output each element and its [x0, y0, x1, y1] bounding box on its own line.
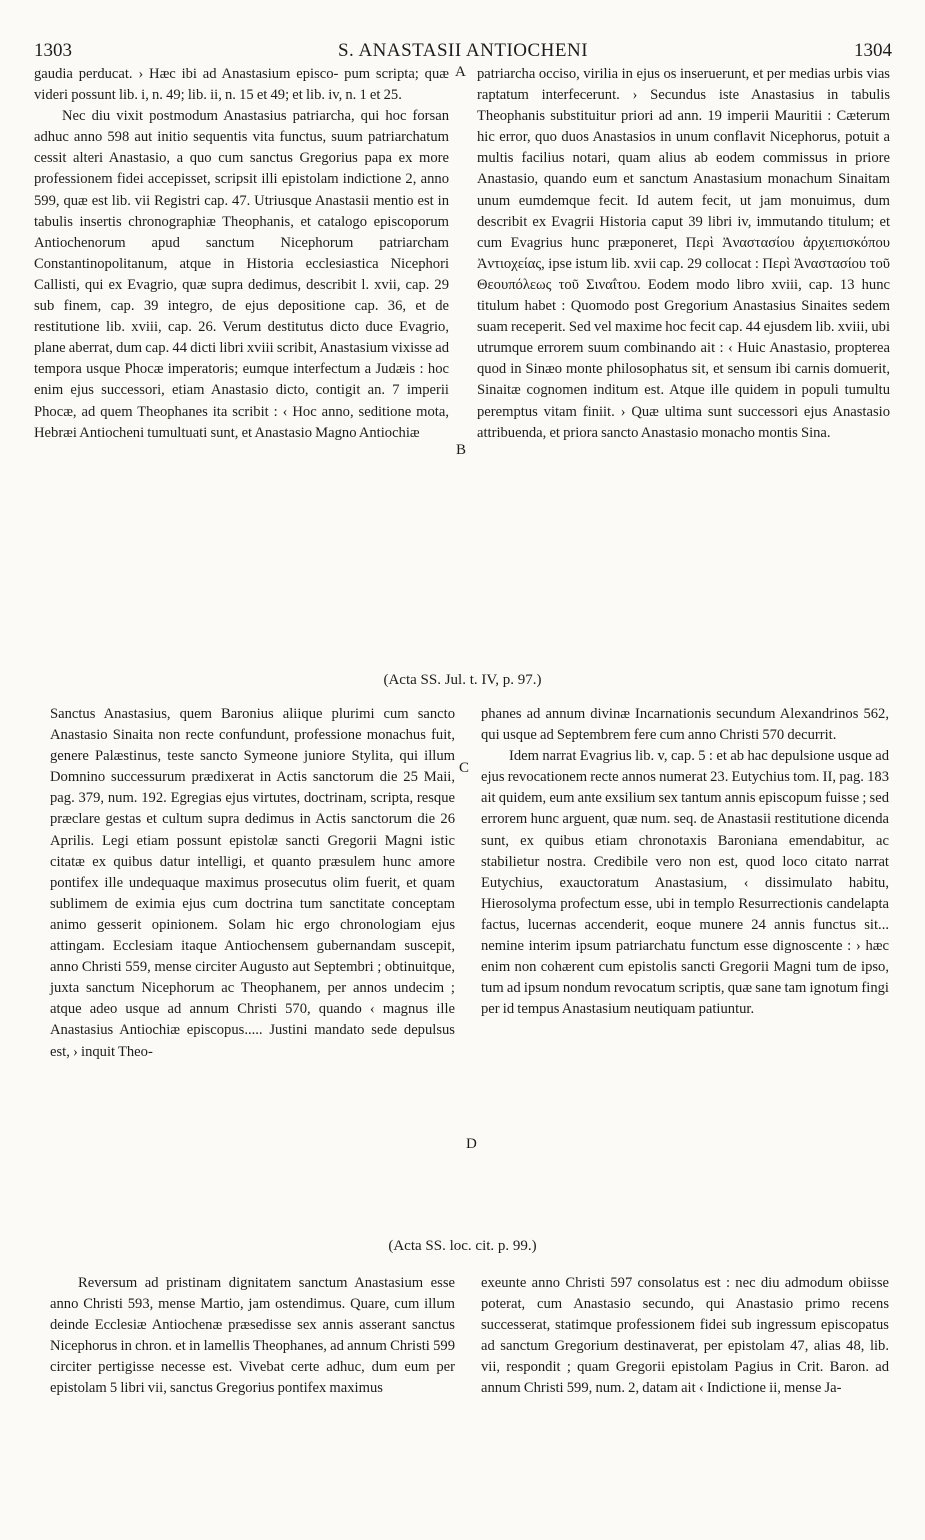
paragraph: phanes ad annum divinæ Incarnationis secundum Alexandrinos 562, qui usque ad Septembrem fere cum anno Christi 570 decurrit. — [481, 706, 889, 744]
page-header — [34, 40, 892, 64]
paragraph: Reversum ad pristinam dignitatem sanctum Anastasium esse anno Christi 593, mense Martio, jam ostendimus. Quare, cum illum deinde Ecclesiæ Antiochenæ præsedisse sex annis asserant sanctus Nicephorus in chron. et in lamellis Theophanes, ad annum Christi 599 circiter pertigisse necesse est. Vivebat certe adhuc, dum eum per epistolam 5 libri vii, sanctus Gregorius pontifex maximus — [50, 1275, 455, 1397]
section2-right-column — [481, 704, 889, 1020]
page-number-right: 1304 — [854, 40, 892, 61]
column-marker-a: A — [455, 64, 466, 80]
paragraph: patriarcha occiso, virilia in ejus os inseruerunt, et per medias urbis vias raptatum interfecerunt. › Secundus iste Anastasius in tabulis Theophanis substituitur priori ad ann. 19 imperii Mauritii : Cæterum hic error, quo duos Anastasios in unum conflavit Nicephorus, potuit a multis facilius notari, quam alius ab eodem commissus in priore Anastasio, quando eum et sanctum Anastasium monachum Sinaitam unum eumdemque fecit. Id autem fecit, ut jam monuimus, dum describit ex Evagrii Historia caput 39 libri iv, immutando titulum; et cum Evagrius hunc præponeret, Περὶ Ἀναστασίου ἀρχιεπισκόπου Ἀντιοχείας, ipse istum lib. xvii cap. 29 collocat : Περὶ Ἀναστασίου τοῦ Θεουπόλεως τοῦ Σιναΐτου. Eodem modo libro xviii, cap. 13 hunc titulum habet : Quomodo post Gregorium Anastasius Sinaites sedem suam receperit. Sed vel maxime hoc fecit cap. 44 ejusdem lib. xviii, ubi utrumque errorem suum combinando ait : ‹ Huic Anastasio, propterea quod in Sinæo monte philosophatus sit, et sensum ibi carnis domuerit, Sinaitæ cognomen inditum est. Atque ille quidem in populi tumultu peremptus vitam finiit. › Quæ ultima sunt successori ejus Anastasio attribuenda, et priora sancto Anastasio monacho montis Sina. — [477, 66, 890, 441]
running-title: S. ANASTASII ANTIOCHENI — [337, 40, 589, 61]
source-citation: (Acta SS. loc. cit. p. 99.) — [388, 1238, 537, 1254]
column-marker-c: C — [459, 760, 470, 776]
paragraph: gaudia perducat. › Hæc ibi ad Anastasium episco- pum scripta; quæ videri possunt lib. i, n. 49; lib. ii, n. 15 et 49; et lib. iv, n. 1 et 25. — [34, 66, 449, 104]
paragraph: Nec diu vixit postmodum Anastasius patriarcha, qui hoc forsan adhuc anno 598 aut initio sequentis vita functus, suum patriarchatum cessit alteri Anastasio, a quo cum sanctus Gregorius papa ex more professionem fidei accepisset, scripsit illi epistolam indictione 2, anno 599, quæ est lib. vii Registri cap. 47. Utriusque Anastasii mentio est in tabulis insertis chronographiæ Theophanis, et catalogo episcoporum Antiochenorum apud sanctum Nicephorum patriarcham Constantinopolitanum, atque in Historia ecclesiastica Nicephori Callisti, qui ex Evagrio, quæ supra dedimus, describit l. xvii, cap. 29 sub finem, cap. 39 integro, de ejus depositione cap. 36, et de restitutione lib. xviii, cap. 26. Verum destitutus dicto duce Evagrio, plane aberrat, dum cap. 44 dicti libri xviii scribit, Anastasium vixisse ad tempora usque Phocæ imperatoris; eumque interfectum a Judæis : hoc enim ejus successori, etiam Anastasio dicto, contigit an. 7 imperii Phocæ, ad quem Theophanes ita scribit : ‹ Hoc anno, seditione mota, Hebræi Antiocheni tumultuati sunt, et Anastasio Magno Antiochiæ — [34, 108, 449, 441]
section1-right-column — [477, 64, 890, 444]
column-marker-d: D — [466, 1136, 477, 1152]
paragraph: Sanctus Anastasius, quem Baronius aliique plurimi cum sancto Anastasio Sinaita non recte confundunt, professione monachus fuit, genere Palæstinus, teste sancto Symeone juniore Stylita, qui illum Domnino successurum prædixerat in Actis sanctorum die 25 Maii, pag. 379, num. 192. Egregias ejus virtutes, doctrinam, scripta, resque præclare gestas et cultum supra dedimus in Actis sanctorum die 26 Aprilis. Legi etiam possunt epistolæ sancti Gregorii Magni istic citatæ ex quibus datur intelligi, et quanto præsulem hunc amore pontifex ille undequaque maximus prosecutus olim fuerit, et quam sublimem de eximia ejus cum doctrina tum sanctitate conceptam animo gesserit opinionem. Solam hic ergo chronologiam ejus attingam. Ecclesiam itaque Antiochensem gubernandam suscepit, anno Christi 559, mense circiter Augusto aut Septembri ; obtinuitque, juxta sanctum Nicephorum ac Theophanem, per annos undecim ; atque adeo usque ad annum Christi 570, quando ‹ magnus ille Anastasius Antiochiæ episcopus..... Justini mandato sede depulsus est, › inquit Theo- — [50, 706, 455, 1060]
paragraph: exeunte anno Christi 597 consolatus est : nec diu admodum obiisse poterat, cum Anastasio secundo, qui Anastasio primo recens successerat, statimque professionem fidei sub ingressum episcopatus ad sanctum Gregorium destinaverat, per epistolam 47, alias 48, lib. vii, respondit ; quam Gregorii epistolam Pagius in Crit. Baron. ad annum Christi 599, num. 2, datam ait ‹ Indictione ii, mense Ja- — [481, 1275, 889, 1397]
source-citation: (Acta SS. Jul. t. IV, p. 97.) — [383, 672, 542, 688]
section3-right-column — [481, 1273, 889, 1400]
section3-left-column — [50, 1273, 455, 1400]
page-number-left: 1303 — [34, 40, 72, 61]
column-marker-b: B — [456, 442, 467, 458]
paragraph: Idem narrat Evagrius lib. v, cap. 5 : et ab hac depulsione usque ad ejus revocationem recte annos numerat 23. Eutychius tom. II, pag. 183 ait quidem, eum ante exsilium sex tantum annis episcopum fuisse ; sed errorem hunc arguent, quæ num. seq. de Anastasii restitutione dicenda sunt, ex quibus etiam chronotaxis Baroniana emendabitur, ac stabilietur nostra. Credibile vero non est, quod loco citato narrat Eutychius, exauctoratum Anastasium, ‹ dissimulato habitu, Hierosolyma profectum esse, ubi in templo Resurrectionis candelapta factus, lucernas accenderit, eoque munere 24 annis functus sit... nemine interim ipsum patriarchatu functum esse dignoscente : › hæc enim non cohærent cum epistolis sancti Gregorii Magni tum de ipso, tum ad ipsum nondum revocatum scriptis, quæ sane tam ignotum fingi per id tempus Anastasium neutiquam patiuntur. — [481, 748, 889, 1018]
section2-left-column — [50, 704, 455, 1063]
section1-left-column — [34, 64, 449, 444]
